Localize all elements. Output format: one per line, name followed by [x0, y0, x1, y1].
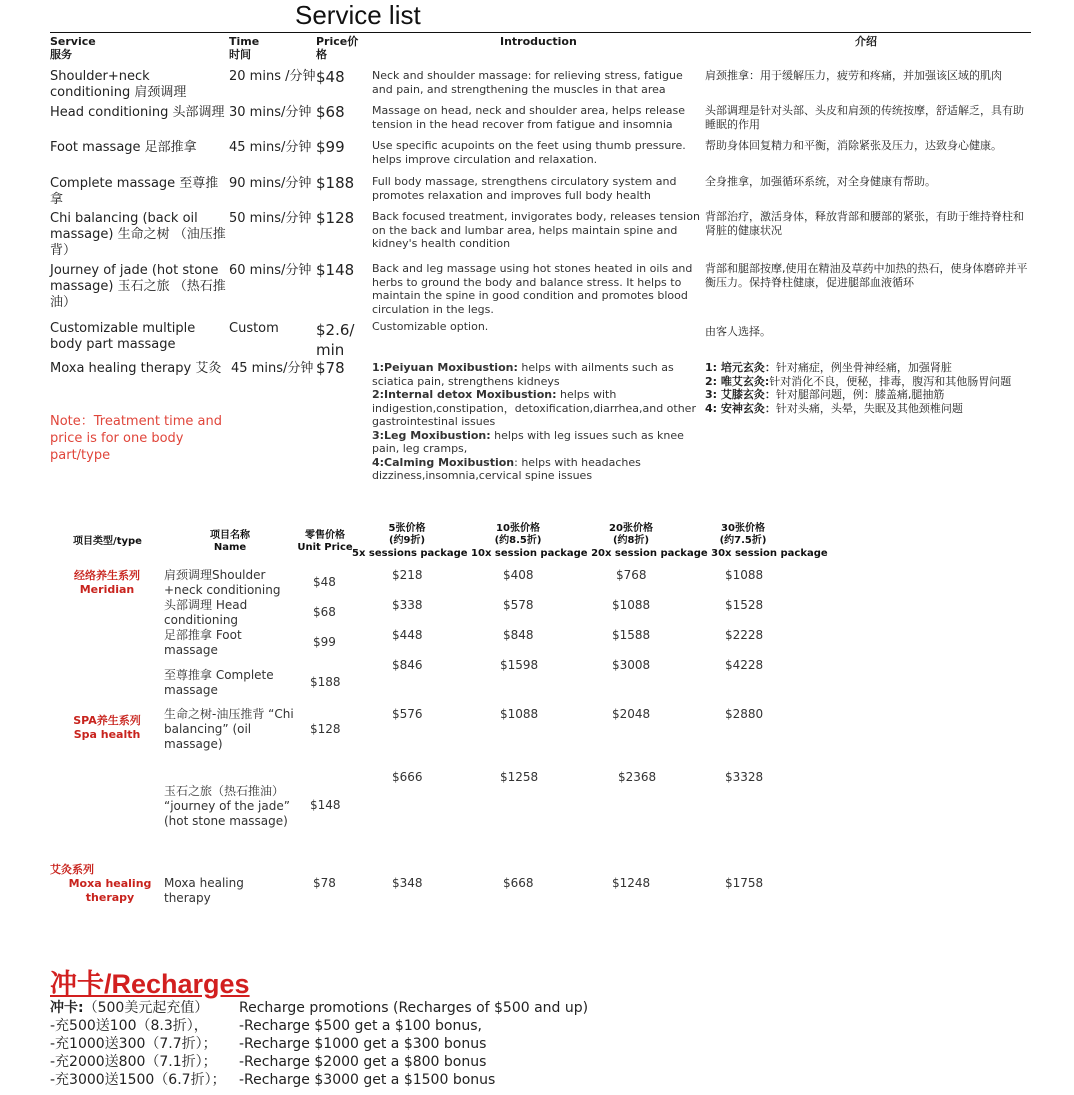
pkg-unit-3: $188 — [310, 675, 341, 689]
recharge-en-head: Recharge promotions (Recharges of $500 and up) — [239, 1000, 589, 1016]
pkg-10x-1: $578 — [503, 598, 534, 612]
service-intro-cn-6: 由客人选择。 — [705, 325, 771, 338]
recharge-en-line: -Recharge $1000 get a $300 bonus — [239, 1036, 487, 1052]
service-name-2: Foot massage 足部推拿 — [50, 140, 197, 155]
service-intro-3: Full body massage, strengthens circulatory system and promotes relaxation and improves full body health — [372, 175, 677, 202]
service-price-0: $48 — [316, 68, 345, 86]
pkg-unit-0: $48 — [313, 575, 336, 589]
service-time-0: 20 mins /分钟 — [229, 69, 316, 84]
header-price-en: Price价 — [316, 35, 359, 48]
recharge-cn-head: 冲卡:（500美元起充值） — [50, 1000, 209, 1016]
pkg-30x-0: $1088 — [725, 568, 764, 582]
pkg-header-10x — [478, 523, 558, 547]
pkg-header-unit-en: Unit Price — [297, 542, 353, 553]
category-meridian-cn: 经络养生系列 — [74, 569, 140, 582]
service-intro-1: Massage on head, neck and shoulder area, helps release tension in the head recover from fatigue and insomnia — [372, 104, 686, 131]
pkg-header-10x-cn: 10张价格 — [496, 523, 540, 534]
service-time-6: Custom — [229, 321, 279, 336]
service-time-5: 60 mins/分钟 — [229, 263, 312, 278]
pkg-header-5x-cn: 5张价格 — [388, 523, 426, 534]
pkg-header-name — [190, 530, 270, 554]
pkg-10x-5: $1258 — [500, 770, 539, 784]
recharge-cn-line: -充2000送800（7.1折）； — [50, 1054, 217, 1070]
pkg-5x-2: $448 — [392, 628, 423, 642]
pkg-header-30x-cn: 30张价格 — [721, 523, 765, 534]
pkg-header-unit — [296, 530, 354, 554]
moxa-intro-item: 1:Peiyuan Moxibustion: helps with ailments such as sciatica pain, strengthens kidneys — [372, 361, 674, 388]
service-intro-cn-2: 帮助身体回复精力和平衡，消除紧张及压力，达致身心健康。 — [705, 139, 1002, 152]
pkg-5x-1: $338 — [392, 598, 423, 612]
moxa-intro-item: 2:Internal detox Moxibustion: helps with indigestion,constipation，detoxification,diarrhea,and other gastrointestinal issues — [372, 388, 696, 428]
moxa-intro-cn-item: 3: 艾膝玄灸：针对腿部问题，例：膝盖痛,腿抽筋 — [705, 388, 945, 401]
service-price-5: $148 — [316, 261, 355, 279]
service-time-3: 90 mins/分钟 — [229, 176, 312, 191]
category-spa — [62, 714, 152, 742]
header-service-cn: 服务 — [50, 48, 72, 61]
note-text: Note：Treatment time and price is for one body part/type — [50, 414, 223, 463]
pkg-header-20x-disc: (约8折) — [612, 535, 650, 546]
service-price-7: $78 — [316, 359, 345, 377]
pkg-header-5x-disc: (约9折) — [388, 535, 426, 546]
pkg-header-type: 项目类型/type — [73, 536, 142, 547]
header-time-en: Time — [229, 35, 260, 48]
pkg-name-1: 头部调理 Head conditioning — [164, 598, 248, 627]
category-spa-en: Spa health — [73, 728, 141, 741]
category-meridian — [62, 569, 152, 597]
pkg-header-unit-cn: 零售价格 — [305, 530, 345, 541]
pkg-30x-2: $2228 — [725, 628, 764, 642]
pkg-10x-6: $668 — [503, 876, 534, 890]
moxa-intro-item: 3:Leg Moxibustion: helps with leg issues such as knee pain, leg cramps, — [372, 428, 684, 455]
recharge-title: 冲卡/Recharges — [50, 969, 250, 999]
pkg-30x-1: $1528 — [725, 598, 764, 612]
service-price-1: $68 — [316, 103, 345, 121]
recharge-en-list — [239, 999, 639, 1089]
service-intro-5: Back and leg massage using hot stones heated in oils and herbs to ground the body and balance stress. It helps to maintain the spine in good condition and promotes blood circulation in the legs. — [372, 262, 693, 316]
moxa-intro-cn-item: 2: 唯艾玄灸:针对消化不良，便秘，排毒，腹泻和其他肠胃问题 — [705, 374, 1012, 388]
pkg-unit-4: $128 — [310, 722, 341, 736]
pkg-name-4: 生命之树-油压推背 “Chi balancing” (oil massage) — [164, 707, 294, 751]
pkg-header-30x-disc: (约7.5折) — [719, 535, 767, 546]
pkg-unit-6: $78 — [313, 876, 336, 890]
recharge-cn-line: -充3000送1500（6.7折）； — [50, 1072, 226, 1088]
pkg-30x-3: $4228 — [725, 658, 764, 672]
pkg-unit-2: $99 — [313, 635, 336, 649]
recharge-cn-list — [50, 999, 235, 1089]
header-service — [50, 35, 96, 61]
pkg-name-3: 至尊推拿 Complete massage — [164, 668, 274, 697]
service-time-1: 30 mins/分钟 — [229, 105, 312, 120]
service-time-7: 45 mins/分钟 — [231, 361, 314, 376]
pkg-5x-6: $348 — [392, 876, 423, 890]
pkg-10x-0: $408 — [503, 568, 534, 582]
moxa-intro-cn-item: 4: 安神玄灸：针对头痛，头晕，失眠及其他颈椎问题 — [705, 401, 963, 415]
header-time — [229, 35, 259, 61]
service-intro-cn-5: 背部和腿部按摩,使用在精油及草药中加热的热石，使身体磨碎并平衡压力。保持脊柱健康，促进腿部血液循环 — [705, 262, 1028, 289]
service-intro-6: Customizable option. — [372, 320, 489, 333]
pkg-header-5x — [370, 523, 444, 547]
pkg-header-20x-cn: 20张价格 — [609, 523, 653, 534]
pkg-header-20x — [592, 523, 670, 547]
header-price — [316, 35, 358, 61]
service-intro-0: Neck and shoulder massage: for relieving stress, fatigue and pain, and strengthening the muscles in that area — [372, 69, 683, 96]
pkg-30x-5: $3328 — [725, 770, 764, 784]
pkg-5x-3: $846 — [392, 658, 423, 672]
moxa-intro-item: 4:Calming Moxibustion: helps with headaches dizziness,insomnia,cervical spine issues — [372, 455, 641, 482]
service-name-5: Journey of jade (hot stone massage) 玉石之旅 （热石推油） — [50, 263, 226, 310]
service-name-0: Shoulder+neck conditioning 肩颈调理 — [50, 69, 187, 100]
service-intro-2: Use specific acupoints on the feet using thumb pressure. helps improve circulation and relaxation. — [372, 139, 686, 166]
service-intro-4: Back focused treatment, invigorates body, releases tension on the back and lumbar area, helps maintain spine and kidney's health condition — [372, 210, 700, 250]
recharge-en-line: -Recharge $500 get a $100 bonus, — [239, 1018, 482, 1034]
page-title: Service list — [295, 0, 421, 30]
pkg-5x-0: $218 — [392, 568, 423, 582]
service-name-7: Moxa healing therapy 艾灸 — [50, 361, 222, 376]
pkg-header-name-cn: 项目名称 — [210, 530, 250, 541]
service-time-2: 45 mins/分钟 — [229, 140, 312, 155]
service-price-6: $2.6/ min — [316, 321, 355, 359]
service-time-4: 50 mins/分钟 — [229, 211, 312, 226]
header-divider — [50, 32, 1031, 33]
moxa-intro-cn-list — [705, 361, 1030, 415]
pkg-unit-5: $148 — [310, 798, 341, 812]
category-moxa-cn: 艾灸系列 — [50, 863, 94, 876]
pkg-20x-0: $768 — [616, 568, 647, 582]
pkg-5x-4: $576 — [392, 707, 423, 721]
moxa-intro-list — [372, 361, 697, 483]
pkg-20x-4: $2048 — [612, 707, 651, 721]
service-intro-cn-0: 肩颈推拿：用于缓解压力，疲劳和疼痛，并加强该区域的肌肉 — [705, 69, 1002, 82]
moxa-intro-cn-item: 1: 培元玄灸：针对痛症，例坐骨神经痛，加强肾脏 — [705, 361, 952, 374]
header-introduction-cn: 介绍 — [855, 35, 877, 48]
pkg-10x-3: $1598 — [500, 658, 539, 672]
category-moxa-en: Moxa healing therapy — [68, 877, 152, 904]
service-intro-cn-4: 背部治疗，激活身体，释放背部和腰部的紧张，有助于维持脊柱和肾脏的健康状况 — [705, 210, 1024, 237]
category-meridian-en: Meridian — [79, 583, 135, 596]
pkg-name-6: Moxa healing therapy — [164, 876, 244, 905]
header-introduction: Introduction — [500, 35, 577, 48]
pkg-10x-4: $1088 — [500, 707, 539, 721]
pkg-header-30x — [703, 523, 783, 547]
pkg-30x-6: $1758 — [725, 876, 764, 890]
service-intro-cn-3: 全身推拿，加强循环系统，对全身健康有帮助。 — [705, 175, 936, 188]
category-spa-cn: SPA养生系列 — [73, 714, 141, 727]
pkg-20x-6: $1248 — [612, 876, 651, 890]
pkg-20x-3: $3008 — [612, 658, 651, 672]
pkg-20x-5: $2368 — [618, 770, 657, 784]
header-price-cn: 格 — [316, 48, 327, 61]
recharge-en-line: -Recharge $3000 get a $1500 bonus — [239, 1072, 496, 1088]
pkg-header-10x-disc: (约8.5折) — [494, 535, 542, 546]
recharge-cn-line: -充500送100（8.3折）， — [50, 1018, 208, 1034]
service-name-3: Complete massage 至尊推拿 — [50, 176, 219, 207]
service-name-1: Head conditioning 头部调理 — [50, 105, 225, 120]
pkg-5x-5: $666 — [392, 770, 423, 784]
pkg-header-name-en: Name — [213, 542, 247, 553]
service-price-2: $99 — [316, 138, 345, 156]
pkg-name-2: 足部推拿 Foot massage — [164, 628, 242, 657]
service-name-4: Chi balancing (back oil massage) 生命之树 （油压推背） — [50, 211, 226, 258]
pkg-10x-2: $848 — [503, 628, 534, 642]
pkg-name-5: 玉石之旅（热石推油） “journey of the jade” (hot stone massage) — [164, 784, 290, 828]
pkg-name-0: 肩颈调理Shoulder +neck conditioning — [164, 568, 281, 597]
service-price-4: $128 — [316, 209, 355, 227]
pkg-20x-2: $1588 — [612, 628, 651, 642]
service-price-3: $188 — [316, 174, 355, 192]
service-name-6: Customizable multiple body part massage — [50, 321, 196, 352]
pkg-30x-4: $2880 — [725, 707, 764, 721]
header-time-cn: 时间 — [229, 48, 251, 61]
recharge-cn-line: -充1000送300（7.7折）； — [50, 1036, 217, 1052]
category-moxa — [50, 863, 162, 905]
pkg-20x-1: $1088 — [612, 598, 651, 612]
pkg-unit-1: $68 — [313, 605, 336, 619]
service-intro-cn-1: 头部调理是针对头部、头皮和肩颈的传统按摩，舒适解乏，具有助睡眠的作用 — [705, 104, 1024, 131]
pkg-header-packages: 5x sessions package 10x session package 20x session package 30x session package — [352, 548, 828, 559]
header-service-en: Service — [50, 35, 96, 48]
recharge-en-line: -Recharge $2000 get a $800 bonus — [239, 1054, 487, 1070]
